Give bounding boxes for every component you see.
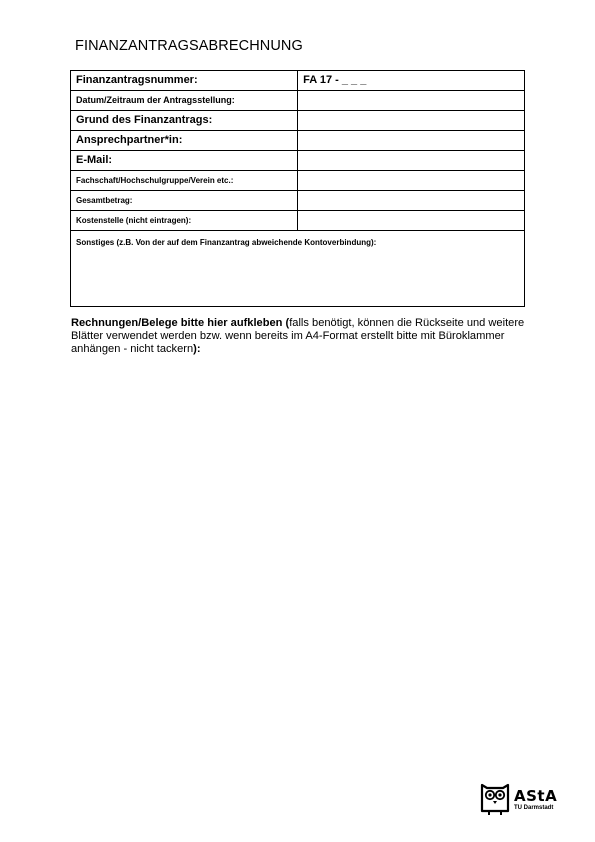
form-row-organization (71, 171, 525, 191)
form-row-total (71, 191, 525, 211)
form-field-total[interactable] (298, 191, 525, 211)
form-field-application-number[interactable]: FA 17 - _ _ _ (298, 71, 525, 91)
form-row-email (71, 151, 525, 171)
logo-name: AStA (514, 787, 558, 805)
form-field-organization[interactable] (298, 171, 525, 191)
form-label-email: E-Mail: (71, 151, 298, 171)
form-field-email[interactable] (298, 151, 525, 171)
form-row-date (71, 91, 525, 111)
form-field-contact[interactable] (298, 131, 525, 151)
form-row-notes[interactable] (71, 231, 525, 307)
form-label-organization: Fachschaft/Hochschulgruppe/Verein etc.: (71, 171, 298, 191)
form-row-application-number (71, 71, 525, 91)
finance-form-table (70, 70, 525, 307)
form-label-date: Datum/Zeitraum der Antragsstellung: (71, 91, 298, 111)
form-row-reason (71, 111, 525, 131)
logo-subtitle: TU Darmstadt (514, 805, 554, 811)
form-label-contact: Ansprechpartner*in: (71, 131, 298, 151)
document-title: FINANZANTRAGSABRECHNUNG (75, 38, 303, 54)
form-label-notes[interactable]: Sonstiges (z.B. Von der auf dem Finanzantrag abweichende Kontoverbindung): (71, 231, 525, 307)
form-label-total: Gesamtbetrag: (71, 191, 298, 211)
form-label-reason: Grund des Finanzantrags: (71, 111, 298, 131)
form-field-cost-center[interactable] (298, 211, 525, 231)
form-label-cost-center: Kostenstelle (nicht eintragen): (71, 211, 298, 231)
form-field-date[interactable] (298, 91, 525, 111)
receipt-instructions (71, 317, 531, 356)
form-row-contact (71, 131, 525, 151)
form-row-cost-center (71, 211, 525, 231)
instructions-bold: Rechnungen/Belege bitte hier aufkleben ( (71, 317, 290, 329)
form-field-reason[interactable] (298, 111, 525, 131)
instructions-text: falls benötigt, können die Rückseite und weitere Blätter verwendet werden bzw. wenn bereits im A4-Format erstellt bitte mit Büroklammer anhängen - nicht tackern (71, 317, 525, 355)
instructions-bold-end: ): (193, 343, 201, 355)
form-label-application-number: Finanzantragsnummer: (71, 71, 298, 91)
